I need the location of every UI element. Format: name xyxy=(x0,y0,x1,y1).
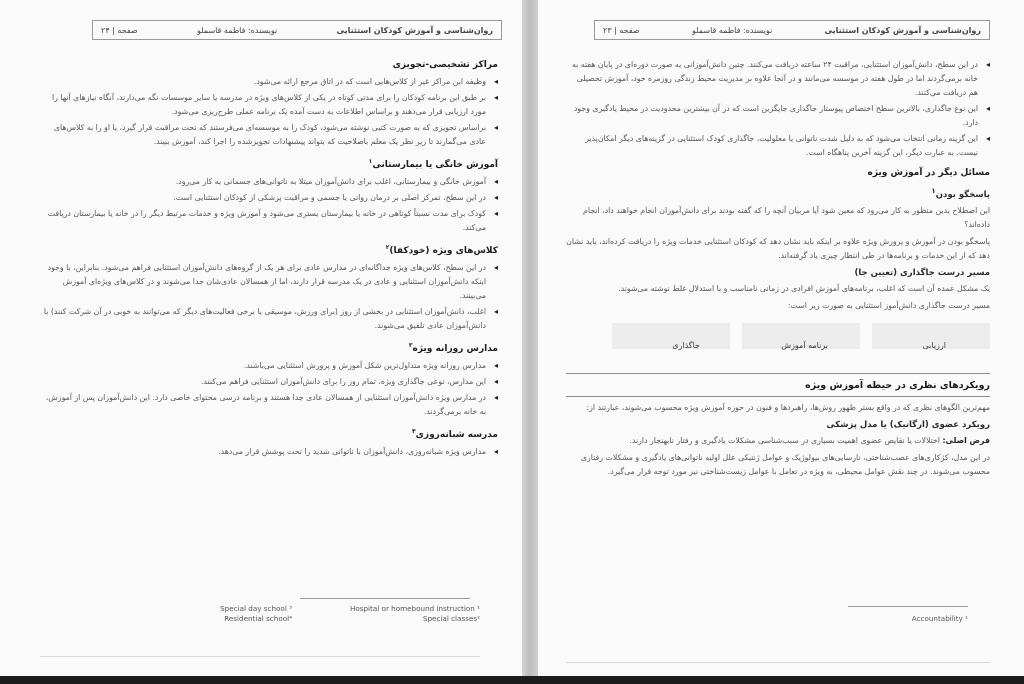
footnote-rule xyxy=(848,606,968,607)
bullet-item xyxy=(40,261,498,303)
bullet-item xyxy=(40,359,498,373)
bullet-item xyxy=(40,305,498,333)
section-heading: رویکردهای نظری در حیطه آموزش ویژه xyxy=(805,379,990,391)
bullet-item xyxy=(566,102,990,130)
triangle-bullet-icon: ◂ xyxy=(493,377,498,386)
bullet-text: این نوع جاگذاری، بالاترین سطح اختصاص پیوستار جاگذاری جایگزین است که در آن بیشترین محدودیت در محیط یادگیری وجود دارد. xyxy=(573,104,978,127)
paragraph: مهم‌ترین الگوهای نظری که در واقع بستر ظهور روش‌ها، راهبردها و فنون در حوزه آموزش ویژه محسوب می‌شوند، عبارتند از: xyxy=(586,402,990,412)
diagram-step: ارزیابی xyxy=(922,340,946,350)
triangle-bullet-icon: ◂ xyxy=(985,104,990,113)
bullet-item xyxy=(40,75,498,89)
bullet-text: مدارس روزانه ویژه متداول‌ترین شکل آموزش و پرورش استثنایی می‌باشند. xyxy=(243,361,486,370)
bullet-item xyxy=(40,191,498,205)
paragraph-text: اختلالات یا نقایص عضوی اهمیت بسیاری در سبب‌شناسی مشکلات یادگیری و رفتار نابهنجار دارند. xyxy=(629,435,943,445)
subsection-heading: مسیر درست جاگذاری (تعیین جا) xyxy=(854,267,990,278)
header-author: نویسنده: فاطمه قاسملو xyxy=(196,25,278,35)
header-page-number: صفحه | ۲۳ xyxy=(603,25,640,35)
bullet-item xyxy=(566,58,990,100)
diagram-step: برنامه آموزش xyxy=(781,340,828,350)
bullet-item xyxy=(40,207,498,235)
triangle-bullet-icon: ◂ xyxy=(493,177,498,186)
bullet-text: آموزش خانگی و بیمارستانی، اغلب برای دانش‌آموزان مبتلا به ناتوانی‌های جسمانی به کار می‌رود. xyxy=(175,177,486,186)
heading-text: کلاس‌های ویژه (خودکفا) xyxy=(389,246,498,256)
bullet-item xyxy=(40,91,498,119)
page-header xyxy=(594,20,990,40)
footnotes-left xyxy=(182,604,292,624)
bullet-item xyxy=(40,391,498,419)
bullet-text: این مدارس، نوعی جاگذاری ویژه، تمام روز را برای دانش‌آموزان استثنایی فراهم می‌کنند. xyxy=(200,377,486,386)
arrow-shape xyxy=(612,323,730,349)
footnote-rule xyxy=(300,598,470,599)
section-heading: مسائل دیگر در آموزش ویژه xyxy=(867,168,990,178)
subsection-heading xyxy=(566,184,990,202)
footnote: Special classes² xyxy=(422,614,480,623)
footnote-ref: ۲ xyxy=(385,244,390,251)
bullet-text: در این سطح، دانش‌آموزان استثنایی، مراقبت ۲۴ ساعته دریافت می‌کنند. چنین دانش‌آموزانی به صورت دوره‌ای در پایان هفته به خانه برمی‌گردند اما در طول هفته در موسسه می‌مانند و در آنجا علاوه بر مدیریت محیط زندگی روزمره خود، آموزش تحصیلی هم دریافت می‌کنند. xyxy=(571,60,978,97)
subsection-heading: رویکرد عضوی (ارگانیک) یا مدل پزشکی xyxy=(826,419,990,430)
footer-rule xyxy=(40,656,480,657)
heading-text: مدرسه شبانه‌روزی xyxy=(415,430,498,440)
page-content xyxy=(566,58,990,482)
triangle-bullet-icon: ◂ xyxy=(985,134,990,143)
footnote: Residential school⁴ xyxy=(224,614,292,623)
triangle-bullet-icon: ◂ xyxy=(493,263,498,272)
footnote: Accountability ¹ xyxy=(911,614,968,623)
bullet-item xyxy=(40,375,498,389)
triangle-bullet-icon: ◂ xyxy=(493,393,498,402)
paragraph: یک مشکل عمده آن است که اغلب، برنامه‌های آموزش افرادی در زمانی نامناسب و با استدلال غلط نوشته می‌شوند. xyxy=(618,283,990,293)
footnote: Hospital or homebound instruction ¹ xyxy=(349,604,480,613)
lead-label: فرض اصلی: xyxy=(942,435,990,445)
paragraph: در این مدل، کژکاری‌های عصب‌شناختی، نارسایی‌های بیولوژیک و عوامل ژنتیکی علل اولیه ناتوانی‌های یادگیری و مشکلات رفتاری محسوب می‌شوند. در چند نقش عوامل محیطی، به ویژه در تعامل با عوامل زیست‌شناختی نیز مورد توجه قرار می‌گیرد. xyxy=(580,452,990,476)
footnote-ref: ۱ xyxy=(931,186,936,195)
paragraph: پاسخگو بودن در آموزش و پرورش ویژه علاوه بر اینکه باید نشان دهد که کودکان استثنایی خدمات ویژه را دریافت کرده‌اند، باید نشان دهد که از این خدمات و برنامه‌ها در طی انتظار چیزی یاد گرفته‌اند. xyxy=(566,236,990,260)
triangle-bullet-icon: ◂ xyxy=(493,361,498,370)
heading-text: آموزش خانگی یا بیمارستانی xyxy=(372,160,498,170)
section-heading xyxy=(40,339,498,356)
footnote-ref: ۳ xyxy=(408,342,413,349)
header-title: روان‌شناسی و آموزش کودکان استثنایی xyxy=(824,25,981,35)
book-gutter xyxy=(522,0,538,676)
section-heading xyxy=(40,241,498,258)
triangle-bullet-icon: ◂ xyxy=(493,77,498,86)
triangle-bullet-icon: ◂ xyxy=(493,93,498,102)
bullet-item xyxy=(566,132,990,160)
footnotes-right xyxy=(322,604,480,624)
bullet-text: اغلب، دانش‌آموزان استثنایی در بخشی از روز (برای ورزش، موسیقی یا برخی فعالیت‌های دیگر که می‌توانند به خوبی در آن شرکت کنند) با دانش‌آموزان عادی تلفیق می‌شوند. xyxy=(43,307,486,330)
bullet-text: براساس تجویزی که به صورت کتبی نوشته می‌شود، کودک را به موسسه‌ای می‌فرستند که تحت مراقبت قرار گیرد، یا او را به کلاس‌های عادی می‌گمارند تا زیر نظر یک معلم باصلاحیت که بتواند پیشنهادات تجویزشده را اجرا کند، آموزش ببیند. xyxy=(53,123,486,146)
section-heading xyxy=(40,155,498,172)
paragraph: این اصطلاح بدین منظور به کار می‌رود که معین شود آیا مربیان آنچه را که گفته بودند برای دانش‌آموزان انجام خواهند داد، انجام داده‌اند؟ xyxy=(583,205,990,229)
footnote: Special day school ³ xyxy=(220,604,292,613)
heading-text: مدارس روزانه ویژه xyxy=(412,344,498,354)
page-header xyxy=(92,20,502,40)
triangle-bullet-icon: ◂ xyxy=(493,307,498,316)
page-content xyxy=(40,52,498,461)
header-title: روان‌شناسی و آموزش کودکان استثنایی xyxy=(336,25,493,35)
triangle-bullet-icon: ◂ xyxy=(493,123,498,132)
footnotes xyxy=(868,614,968,624)
bullet-text: کودک برای مدت نسبتاً کوتاهی در خانه یا بیمارستان بستری می‌شود و آموزش ویژه و خدمات مرتبط دیگر را در خانه یا بیمارستان دریافت می‌کند. xyxy=(47,209,486,232)
footnote-ref: ۴ xyxy=(411,428,416,435)
bullet-item xyxy=(40,445,498,459)
diagram-step: جاگذاری xyxy=(672,340,700,350)
bullet-text: در این سطح، تمرکز اصلی بر درمان روانی یا جسمی و مراقبت پزشکی از کودکان استثنایی است. xyxy=(173,193,486,202)
bullet-text: وظیفه این مراکز غیر از کلاس‌هایی است که در اتاق مرجع ارائه می‌شود. xyxy=(253,77,486,86)
bullet-text: در مدارس ویژه دانش‌آموزان استثنایی از همسالان عادی جدا هستند و برنامه درسی محتوای خاصی دارد. این دانش‌آموزان پس از آموزش، به خانه برمی‌گردند. xyxy=(45,393,486,416)
section-heading: مراکز تشخیصی-تجویزی xyxy=(392,60,498,70)
bullet-item xyxy=(40,121,498,149)
section-rule xyxy=(566,396,990,397)
bullet-text: مدارس ویژه شبانه‌روزی، دانش‌آموزان با ناتوانی شدید را تحت پوشش قرار می‌دهد. xyxy=(218,447,486,456)
triangle-bullet-icon: ◂ xyxy=(493,209,498,218)
bullet-text: در این سطح، کلاس‌های ویژه جداگانه‌ای در مدارس عادی برای هر یک از گروه‌های دانش‌آموزان استثنایی فراهم می‌شود. بنابراین، با وجود اینکه دانش‌آموزان استثنایی و عادی در یک مدرسه قرار دارند، اما از همسالان عادی‌شان جدا می‌شوند و در کلاس‌های ویژه‌ای آموزش می‌بینند. xyxy=(47,263,486,300)
bullet-text: این گزینه زمانی انتخاب می‌شود که به دلیل شدت ناتوانی یا معلولیت، جاگذاری کودک استثنایی در گزینه‌های دیگر امکان‌پذیر نیست. به عبارت دیگر، این گزینه آخرین پناهگاه است. xyxy=(585,134,978,157)
section-heading xyxy=(40,425,498,442)
viewer-bottom-bar xyxy=(0,676,1024,684)
section-rule xyxy=(566,373,990,374)
placement-flow-diagram xyxy=(566,319,990,365)
triangle-bullet-icon: ◂ xyxy=(493,447,498,456)
footnote-ref: ۱ xyxy=(368,158,373,165)
header-page-number: صفحه | ۲۴ xyxy=(101,25,138,35)
bullet-item xyxy=(40,175,498,189)
bullet-text: بر طبق این برنامه کودکان را برای مدتی کوتاه در یکی از کلاس‌های ویژه در مدرسه یا سایر موسسات نگه می‌دارند، آنگاه نیازهای آنها را مورد ارزیابی قرار می‌دهند و براساس اطلاعات به دست آمده یک برنامه عملی طرح‌ریزی می‌شود. xyxy=(51,93,486,116)
header-author: نویسنده: فاطمه قاسملو xyxy=(691,25,773,35)
heading-text: پاسخگو بودن xyxy=(935,189,990,200)
triangle-bullet-icon: ◂ xyxy=(985,60,990,69)
right-page xyxy=(538,0,1024,676)
triangle-bullet-icon: ◂ xyxy=(493,193,498,202)
footer-rule xyxy=(566,662,990,663)
paragraph: مسیر درست جاگذاری دانش‌آموز استثنایی به صورت زیر است: xyxy=(787,300,990,310)
paragraph xyxy=(566,434,990,448)
